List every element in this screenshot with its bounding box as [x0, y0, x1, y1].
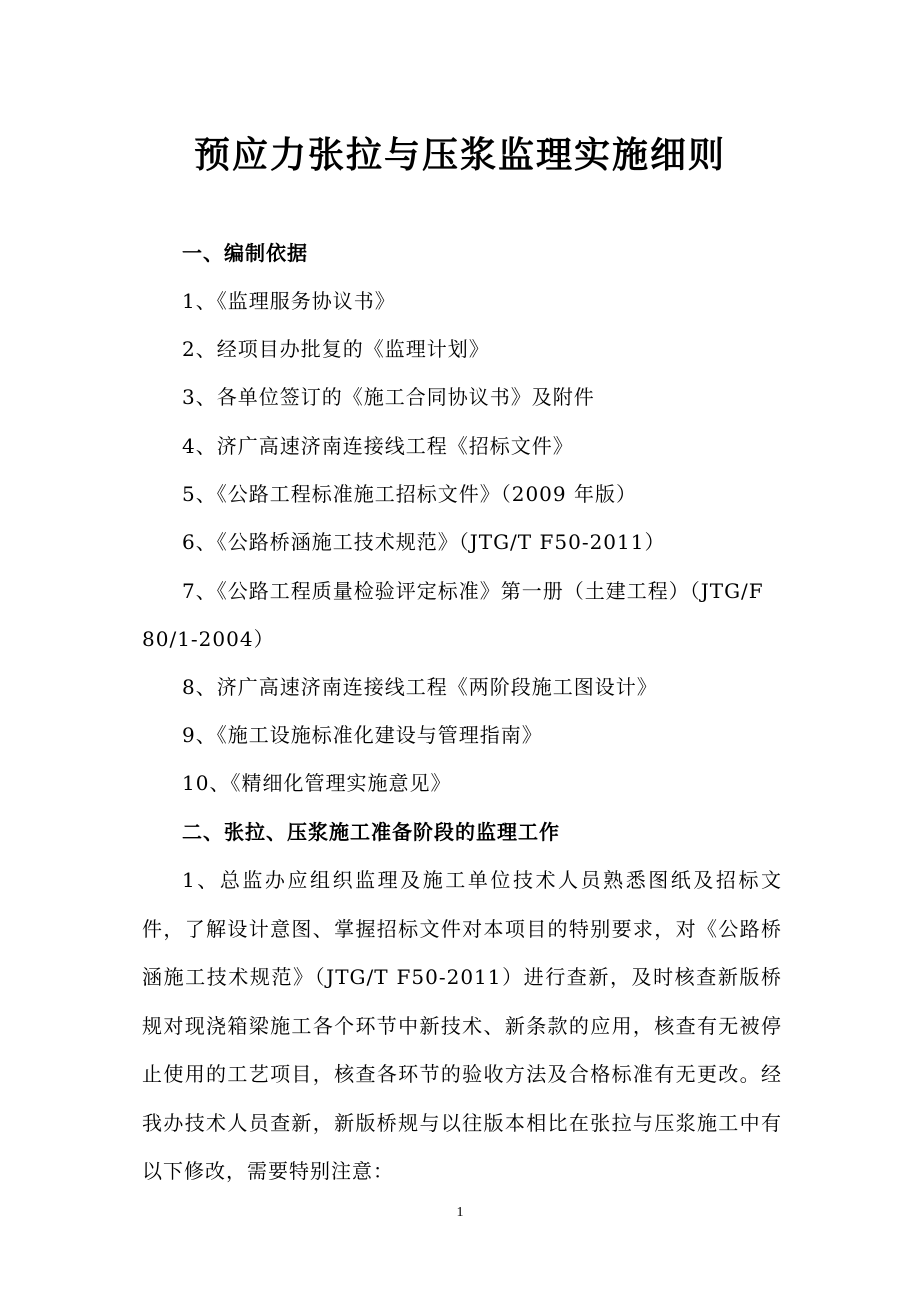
list-item: 8、济广高速济南连接线工程《两阶段施工图设计》 — [182, 675, 658, 699]
list-item: 9、《施工设施标准化建设与管理指南》 — [182, 723, 543, 747]
section-heading-preparation: 二、张拉、压浆施工准备阶段的监理工作 — [182, 820, 560, 844]
list-item: 7、《公路工程质量检验评定标准》第一册（土建工程）（JTG/F — [182, 579, 764, 603]
list-item: 3、各单位签订的《施工合同协议书》及附件 — [182, 385, 595, 409]
list-item: 4、济广高速济南连接线工程《招标文件》 — [182, 434, 574, 458]
list-item: 5、《公路工程标准施工招标文件》（2009 年版） — [182, 482, 637, 506]
section-heading-basis: 一、编制依据 — [182, 241, 308, 265]
list-item: 6、《公路桥涵施工技术规范》（JTG/T F50-2011） — [182, 530, 666, 554]
list-item: 1、《监理服务协议书》 — [182, 289, 396, 313]
page-number: 1 — [456, 1205, 464, 1220]
list-item: 10、《精细化管理实施意见》 — [182, 771, 452, 795]
document-title: 预应力张拉与压浆监理实施细则 — [193, 135, 726, 176]
list-item: 2、经项目办批复的《监理计划》 — [182, 337, 490, 361]
body-paragraph: 1、总监办应组织监理及施工单位技术人员熟悉图纸及招标文件，了解设计意图、掌握招标文件对本项目的特别要求，对《公路桥涵施工技术规范》（JTG/T F50-2011）进行查新，及时核查新版桥规对现浇箱梁施工各个环节中新技术、新条款的应用，核查有无被停止使用的工艺项目，核查各环节的验收方法及合格标准有无更改。经我办技术人员查新，新版桥规与以往版本相比在张拉与压浆施工中有以下修改，需要特别注意： — [142, 868, 782, 1183]
list-item-continuation: 80/1-2004） — [142, 627, 275, 651]
